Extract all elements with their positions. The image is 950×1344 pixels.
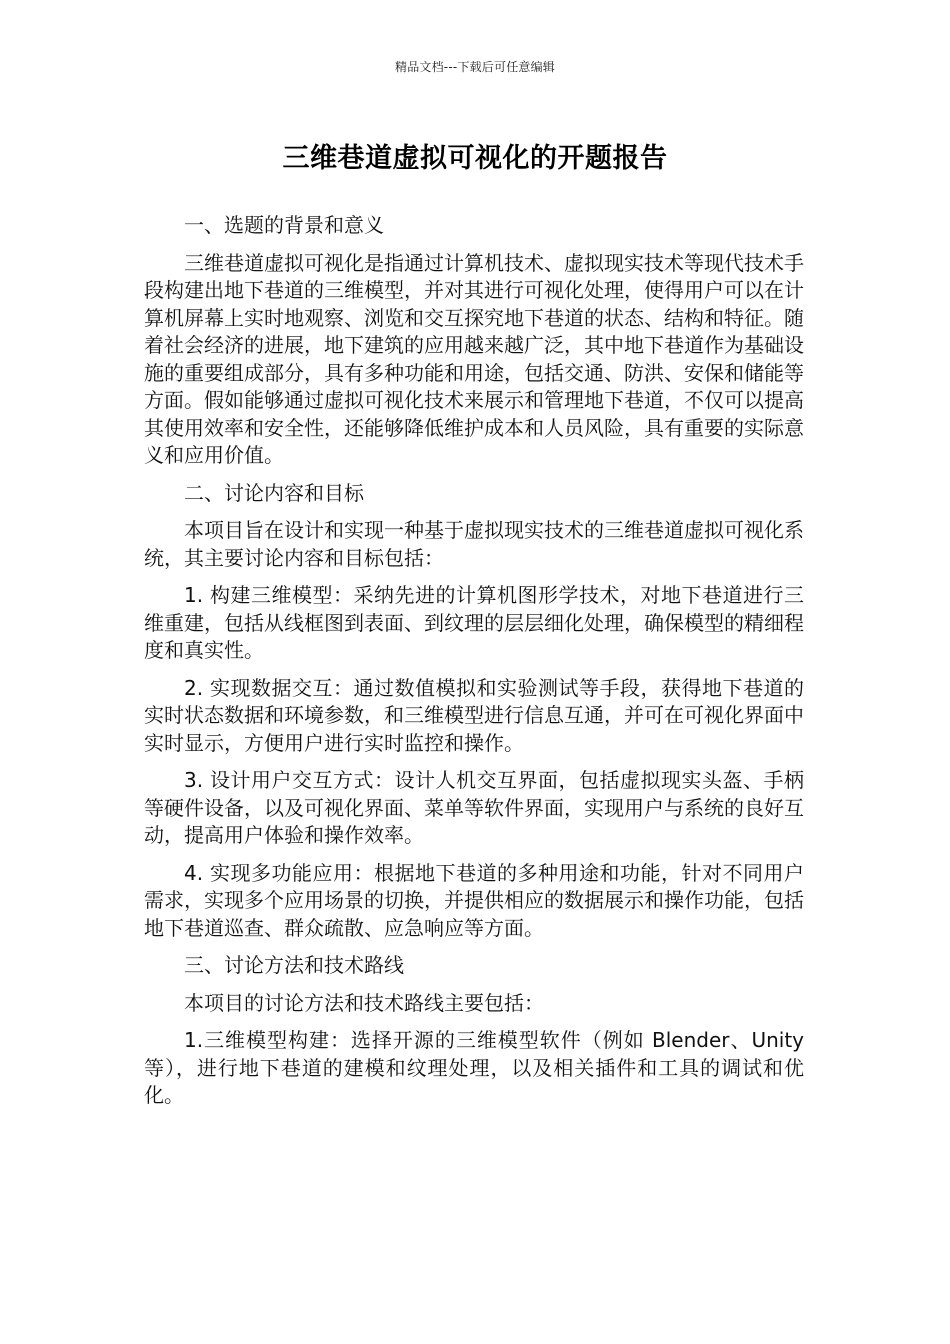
section-heading-methods: 三、讨论方法和技术路线 bbox=[184, 953, 404, 977]
document-body bbox=[144, 212, 804, 1120]
list-item-data-interaction: 2. 实现数据交互：通过数值模拟和实验测试等手段，获得地下巷道的实时状态数据和环境参数，和三维模型进行信息互通，并可在可视化界面中实时显示，方便用户进行实时监控和操作。 bbox=[144, 675, 804, 755]
list-item-user-interaction: 3. 设计用户交互方式：设计人机交互界面，包括虚拟现实头盔、手柄等硬件设备，以及可视化界面、菜单等软件界面，实现用户与系统的良好互动，提高用户体验和操作效率。 bbox=[144, 768, 804, 847]
paragraph-methods-intro: 本项目的讨论方法和技术路线主要包括： bbox=[184, 990, 544, 1015]
list-item-multi-function: 4. 实现多功能应用：根据地下巷道的多种用途和功能，针对不同用户需求，实现多个应用场景的切换，并提供相应的数据展示和操作功能，包括地下巷道巡查、群众疏散、应急响应等方面。 bbox=[144, 860, 804, 940]
document-title: 三维巷道虚拟可视化的开题报告 bbox=[282, 143, 668, 174]
list-item-model-construction: 1.三维模型构建：选择开源的三维模型软件（例如 Blender、Unity 等），进行地下巷道的建模和纹理处理，以及相关插件和工具的调试和优化。 bbox=[144, 1028, 804, 1107]
paragraph-background: 三维巷道虚拟可视化是指通过计算机技术、虚拟现实技术等现代技术手段构建出地下巷道的三维模型，并对其进行可视化处理，使得用户可以在计算机屏幕上实时地观察、浏览和交互探究地下巷道的状态、结构和特征。随着社会经济的进展，地下建筑的应用越来越广泛，其中地下巷道作为基础设施的重要组成部分，具有多种功能和用途，包括交通、防洪、安保和储能等方面。假如能够通过虚拟可视化技术来展示和管理地下巷道，不仅可以提高其使用效率和安全性，还能够降低维护成本和人员风险，具有重要的实际意义和应用价值。 bbox=[144, 250, 804, 467]
header-note: 精品文档---下载后可任意编辑 bbox=[395, 60, 555, 74]
paragraph-project-intro: 本项目旨在设计和实现一种基于虚拟现实技术的三维巷道虚拟可视化系统，其主要讨论内容和目标包括： bbox=[144, 518, 804, 570]
section-heading-content-goals: 二、讨论内容和目标 bbox=[184, 480, 364, 505]
list-item-build-model: 1. 构建三维模型：采纳先进的计算机图形学技术，对地下巷道进行三维重建，包括从线框图到表面、到纹理的层层细化处理，确保模型的精细程度和真实性。 bbox=[144, 583, 804, 662]
section-heading-background: 一、选题的背景和意义 bbox=[184, 213, 384, 237]
